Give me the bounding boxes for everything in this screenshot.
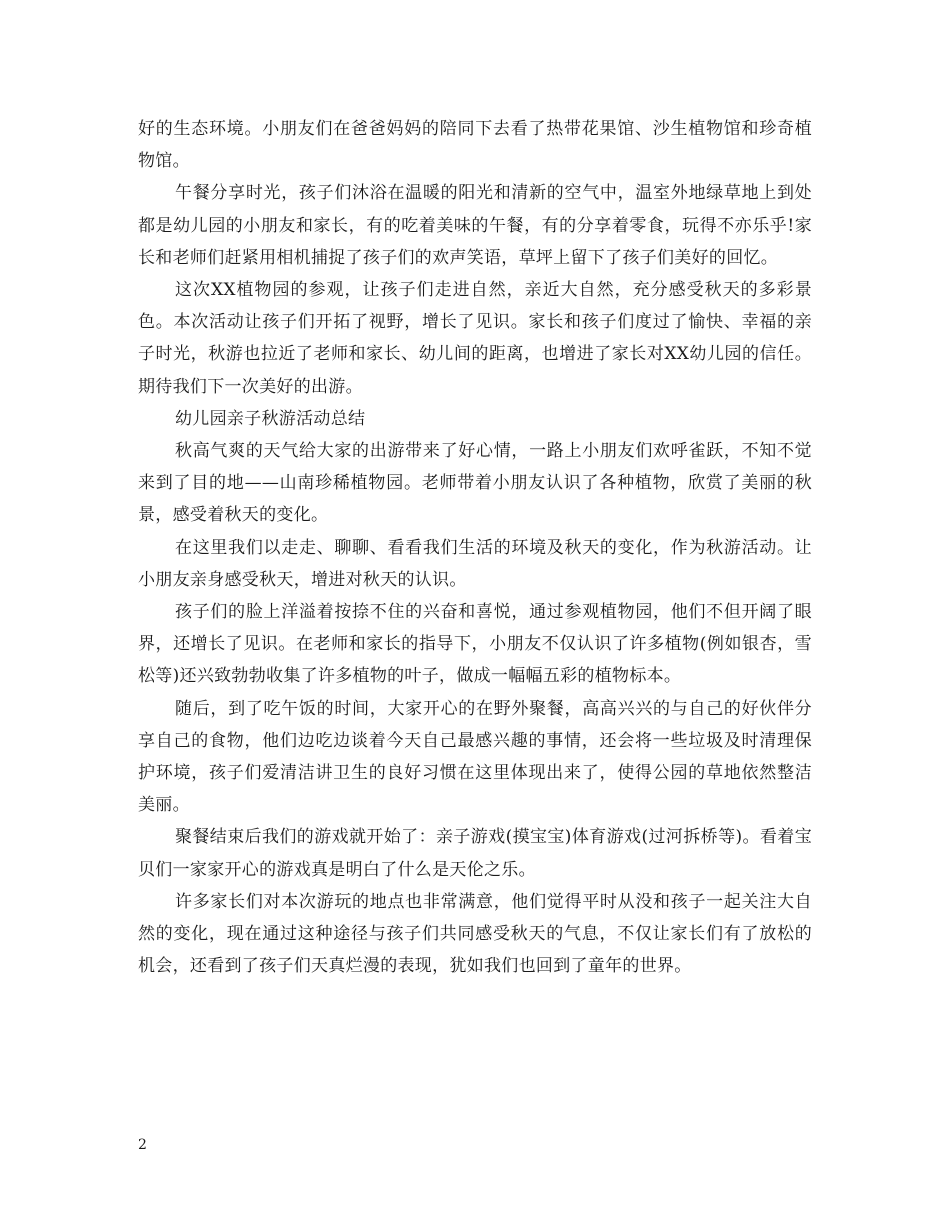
paragraph-7: 孩子们的脸上洋溢着按捺不住的兴奋和喜悦，通过参观植物园，他们不但开阔了眼界，还增长了见识。在老师和家长的指导下，小朋友不仅认识了许多植物(例如银杏，雪松等)还兴致勃勃收集了许多植物的叶子，做成一幅幅五彩的植物标本。 [138,602,812,687]
page-number: 2 [138,1137,147,1153]
paragraph-1: 好的生态环境。小朋友们在爸爸妈妈的陪同下去看了热带花果馆、沙生植物馆和珍奇植物馆。 [138,119,812,172]
section-heading: 幼儿园亲子秋游活动总结 [175,408,366,429]
paragraph-10: 许多家长们对本次游玩的地点也非常满意，他们觉得平时从没和孩子一起关注大自然的变化，现在通过这种途径与孩子们共同感受秋天的气息，不仅让家长们有了放松的机会，还看到了孩子们天真烂漫的表现，犹如我们也回到了童年的世界。 [138,891,812,977]
paragraph-5: 秋高气爽的天气给大家的出游带来了好心情，一路上小朋友们欢呼雀跃，不知不觉来到了目的地——山南珍稀植物园。老师带着小朋友认识了各种植物，欣赏了美丽的秋景，感受着秋天的变化。 [138,441,812,526]
paragraph-6: 在这里我们以走走、聊聊、看看我们生活的环境及秋天的变化，作为秋游活动。让小朋友亲身感受秋天，增进对秋天的认识。 [138,537,812,590]
paragraph-3: 这次XX植物园的参观，让孩子们走进自然，亲近大自然，充分感受秋天的多彩景色。本次活动让孩子们开拓了视野，增长了见识。家长和孩子们度过了愉快、幸福的亲子时光，秋游也拉近了老师和家长、幼儿间的距离，也增进了家长对XX幼儿园的信任。期待我们下一次美好的出游。 [138,280,812,397]
paragraph-2: 午餐分享时光，孩子们沐浴在温暖的阳光和清新的空气中，温室外地绿草地上到处都是幼儿园的小朋友和家长，有的吃着美味的午餐，有的分享着零食，玩得不亦乐乎!家长和老师们赶紧用相机捕捉了孩子们的欢声笑语，草坪上留下了孩子们美好的回忆。 [138,183,812,268]
document-body [138,113,812,982]
paragraph-8: 随后，到了吃午饭的时间，大家开心的在野外聚餐，高高兴兴的与自己的好伙伴分享自己的食物，他们边吃边谈着今天自己最感兴趣的事情，还会将一些垃圾及时清理保护环境，孩子们爱清洁讲卫生的良好习惯在这里体现出来了，使得公园的草地依然整洁美丽。 [138,698,812,816]
paragraph-9: 聚餐结束后我们的游戏就开始了：亲子游戏(摸宝宝)体育游戏(过河拆桥等)。看着宝贝们一家家开心的游戏真是明白了什么是天伦之乐。 [138,827,812,880]
